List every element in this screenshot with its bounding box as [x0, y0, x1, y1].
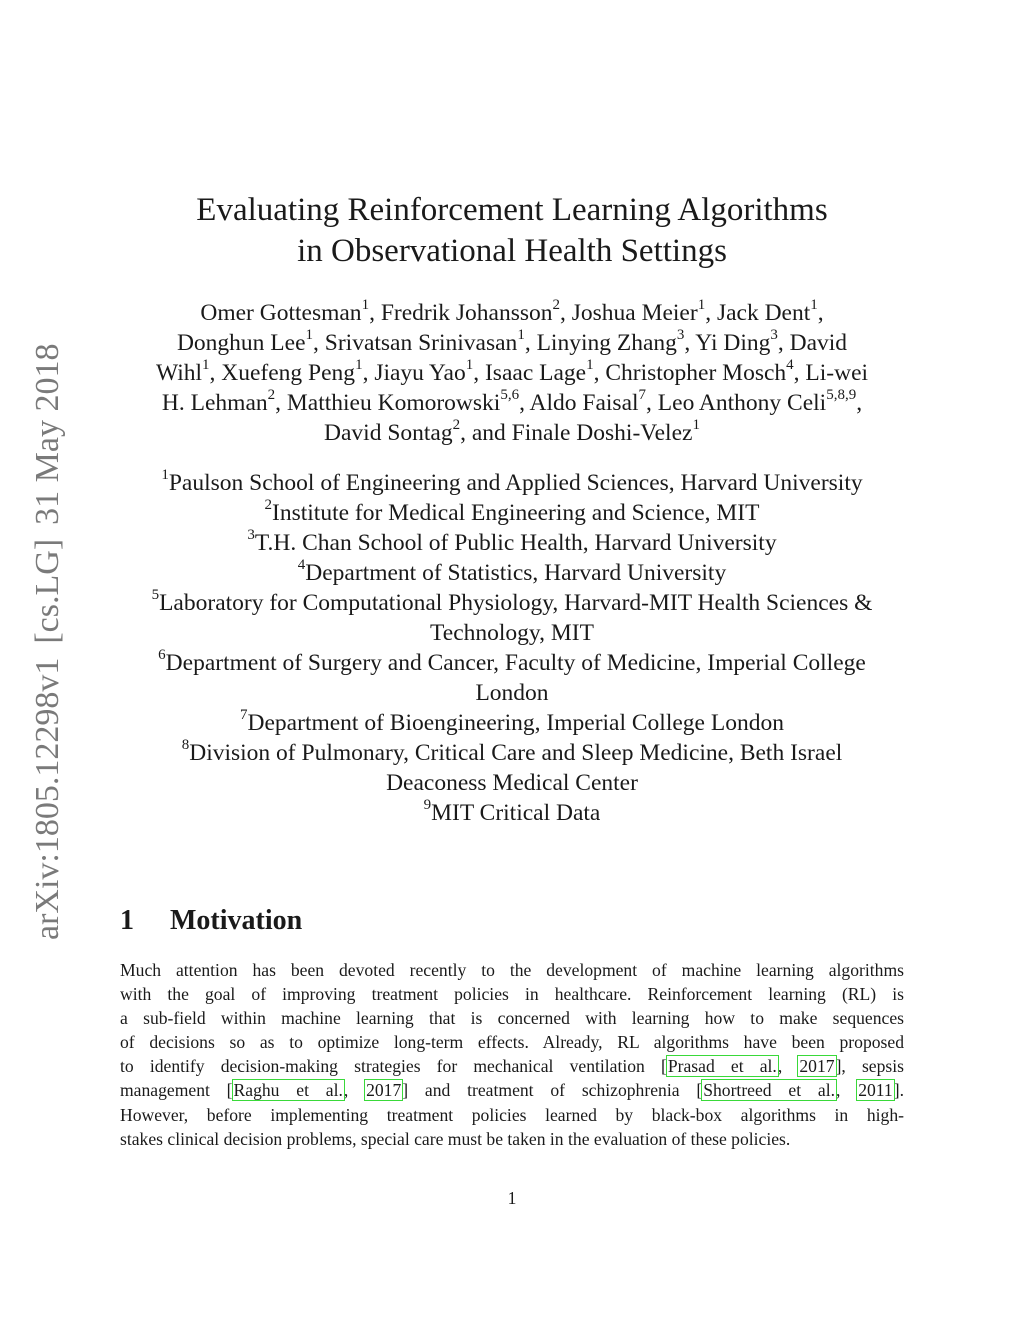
affiliation: $^5$Laboratory for Computational Physiology, Harvard-MIT Health Sciences &: [151, 587, 873, 616]
page-number: 1: [507, 1188, 517, 1208]
body-line: a sub-field within machine learning that is concerned with learning how to make sequences: [120, 1008, 904, 1029]
citation-link-shortreed[interactable]: Shortreed et al.: [703, 1080, 835, 1101]
affiliation: $^9$MIT Critical Data: [423, 797, 601, 826]
arxiv-category: [cs.LG]: [29, 538, 66, 644]
section-number: 1: [120, 905, 134, 936]
arxiv-stamp: [22, 340, 74, 940]
affiliation: $^4$Department of Statistics, Harvard University: [297, 557, 727, 586]
citation-year-link-raghu[interactable]: 2017: [366, 1080, 402, 1101]
body-line: of decisions so as to optimize long-term effects. Already, RL algorithms have been proposed: [120, 1032, 904, 1053]
author-line: Omer Gottesman$^1$, Fredrik Johansson$^2$, Joshua Meier$^1$, Jack Dent$^1$,: [200, 297, 824, 326]
author-line: H. Lehman$^2$, Matthieu Komorowski$^{5,6}$, Aldo Faisal$^7$, Leo Anthony Celi$^{5,8,9}$,: [161, 387, 863, 416]
body-line: Much attention has been devoted recently to the development of machine learning algorithms: [120, 960, 904, 980]
body-line: with the goal of improving treatment policies in healthcare. Reinforcement learning (RL) is: [120, 984, 904, 1005]
affiliation: $^7$Department of Bioengineering, Imperial College London: [240, 707, 784, 736]
affiliation-continued: London: [475, 680, 549, 706]
author-line: David Sontag$^2$, and Finale Doshi-Velez$^1$: [324, 417, 700, 446]
citation-link-prasad[interactable]: Prasad et al.: [667, 1056, 777, 1077]
affiliation: $^3$T.H. Chan School of Public Health, Harvard University: [247, 527, 777, 556]
body-line: However, before implementing treatment policies learned by black-box algorithms in high-: [120, 1104, 904, 1125]
author-line: Donghun Lee$^1$, Srivatsan Srinivasan$^1$, Linying Zhang$^3$, Yi Ding$^3$, David: [176, 327, 848, 356]
affiliation-list: [112, 468, 912, 828]
affiliation-continued: Deaconess Medical Center: [386, 770, 638, 796]
affiliation: $^6$Department of Surgery and Cancer, Faculty of Medicine, Imperial College: [158, 647, 866, 676]
paper-title: [112, 190, 912, 272]
title-line-2: in Observational Health Settings: [297, 233, 727, 269]
affiliation: $^8$Division of Pulmonary, Critical Care and Sleep Medicine, Beth Israel: [181, 737, 843, 766]
section-title: Motivation: [170, 905, 303, 936]
citation-link-raghu[interactable]: Raghu et al.: [233, 1080, 343, 1101]
author-list: [112, 298, 912, 448]
affiliation-continued: Technology, MIT: [430, 620, 594, 646]
body-line: to identify decision-making strategies for mechanical ventilation [Prasad et al., 2017], sepsis: [120, 1056, 904, 1077]
arxiv-date: 31 May 2018: [29, 343, 66, 525]
author-line: Wihl$^1$, Xuefeng Peng$^1$, Jiayu Yao$^1$, Isaac Lage$^1$, Christopher Mosch$^4$, Li-wei: [155, 357, 869, 386]
citation-year-link-prasad[interactable]: 2017: [799, 1056, 835, 1077]
body-paragraph: [120, 958, 904, 1151]
title-line-1: Evaluating Reinforcement Learning Algorithms: [196, 192, 828, 228]
body-line: stakes clinical decision problems, special care must be taken in the evaluation of these policies.: [120, 1128, 791, 1149]
citation-year-link-shortreed[interactable]: 2011: [858, 1080, 893, 1101]
arxiv-id: arXiv:1805.12298v1: [29, 657, 66, 940]
affiliation: $^1$Paulson School of Engineering and Applied Sciences, Harvard University: [161, 467, 863, 496]
affiliation: $^2$Institute for Medical Engineering and Science, MIT: [264, 497, 760, 526]
section-heading: [120, 900, 302, 942]
body-line: management [Raghu et al., 2017] and treatment of schizophrenia [Shortreed et al., 2011].: [120, 1080, 904, 1101]
